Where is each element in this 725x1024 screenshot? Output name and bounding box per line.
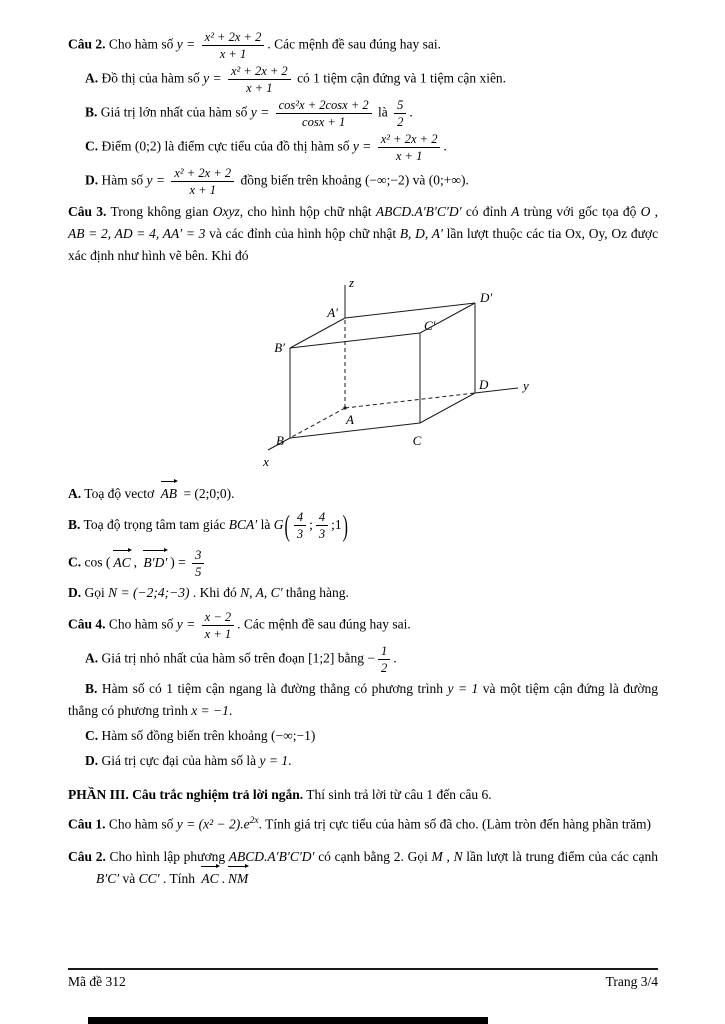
question-3-intro [68, 201, 658, 267]
math-run: y = [146, 172, 165, 188]
fraction [171, 166, 234, 197]
text-run: . Các mệnh đề sau đúng hay sai. [267, 36, 441, 52]
big-paren-close: ) [342, 511, 348, 543]
math-run: y = [352, 138, 372, 154]
question-3-option-c [68, 548, 658, 579]
text-run: . [409, 104, 413, 120]
vector-AC: AC [113, 552, 130, 574]
question-4-option-c [68, 725, 658, 747]
fraction [228, 64, 291, 95]
question-4-option-a [68, 644, 658, 675]
fraction [294, 510, 306, 541]
vector-AC: AC [201, 868, 218, 890]
axis-label-z: z [349, 275, 355, 290]
math-run: y = [203, 70, 222, 86]
math-run: B′C′ [96, 870, 120, 886]
page-content [68, 30, 658, 893]
math-run: (0;2) [134, 138, 162, 154]
vertex-label-a-prime: A′ [327, 305, 338, 320]
text-run: , [446, 848, 450, 864]
text-run: trùng với gốc tọa độ [523, 204, 637, 219]
fraction-numerator: x² + 2x + 2 [228, 64, 291, 80]
part-title: PHẦN III. Câu trắc nghiệm trả lời ngắn. [68, 787, 304, 802]
math-run: = (2;0;0). [183, 486, 235, 501]
question-2-option-c [68, 132, 658, 163]
math-run: A [511, 204, 520, 219]
text-run: lần lượt thuộc các tia [446, 226, 562, 241]
math-run: N = (−2;4;−3) [108, 585, 190, 600]
question-2-intro [68, 30, 658, 61]
text-run: Toạ độ trọng tâm tam giác [83, 517, 226, 532]
math-run: ) = [170, 554, 186, 570]
vector-B-prime-D-prime: B′D′ [143, 552, 167, 574]
fraction-numerator: cos²x + 2cosx + 2 [276, 98, 372, 114]
text-run: được xác định như hình vẽ bên. Khi đó [68, 226, 659, 263]
option-label: B. [85, 681, 98, 696]
text-run: Hàm số [101, 172, 144, 188]
math-run: N [453, 848, 463, 864]
edge-AD-hidden [345, 393, 475, 408]
text-run: và một tiệm cận đứng là đường thẳng có phương trình [68, 681, 659, 718]
vertex-label-b: B [276, 433, 284, 448]
origin-point [343, 406, 346, 409]
part-3-heading [68, 784, 658, 806]
text-run: Giá trị cực đại của hàm số là [101, 753, 257, 768]
math-run: O [640, 204, 651, 219]
text-run: . [228, 703, 233, 718]
figure-labels [262, 275, 529, 469]
text-run: Cho hàm số [108, 616, 174, 632]
math-run: y = 1 [259, 753, 289, 768]
text-run: Trong không gian [110, 204, 209, 219]
question-4-option-d [68, 750, 658, 772]
fraction-denominator: 5 [195, 565, 202, 579]
text-run: , [654, 204, 659, 219]
text-run: Cho hàm số [108, 36, 174, 52]
math-run: N, A, C′ [240, 585, 283, 600]
option-label: C. [85, 728, 99, 743]
text-run: có 1 tiệm cận đứng và 1 tiệm cận xiên. [297, 70, 507, 86]
text-run: và các đỉnh của hình hộp chữ nhật [209, 226, 397, 241]
question-label: Câu 1. [68, 816, 106, 832]
math-run: G [273, 517, 284, 532]
fraction [202, 610, 234, 641]
superscript-exponent: 2x [249, 816, 259, 826]
text-run: Gọi [84, 585, 105, 600]
math-run: − [367, 650, 375, 666]
vertex-label-d: D [479, 377, 489, 392]
text-run: Đồ thị của hàm số [101, 70, 200, 86]
axis-label-x: x [263, 454, 269, 469]
math-run: y = (x² − 2).e [176, 816, 250, 832]
math-run: ; [331, 517, 335, 532]
page-footer [68, 968, 658, 990]
fraction-numerator: 4 [294, 510, 306, 526]
box-figure [260, 273, 560, 473]
fraction-denominator: cosx + 1 [302, 115, 346, 129]
text-run: . Tính [163, 870, 196, 886]
option-label: B. [85, 104, 98, 120]
text-run: là [260, 517, 271, 532]
text-run: . [393, 650, 397, 666]
option-label: A. [85, 70, 99, 86]
vector-NM: NM [228, 868, 248, 890]
text-run: Điểm [101, 138, 132, 154]
text-run: Giá trị nhỏ nhất của hàm số trên đoạn [101, 650, 305, 666]
axis-label-y: y [523, 378, 529, 393]
option-label: A. [68, 486, 82, 501]
fraction-denominator: x + 1 [395, 149, 423, 163]
math-run: Oxyz [212, 204, 240, 219]
math-run: ; [309, 517, 313, 532]
question-3-option-d [68, 582, 658, 604]
option-label: C. [85, 138, 99, 154]
question-4-option-b [68, 678, 658, 722]
math-run: , [133, 554, 138, 570]
fraction-denominator: 2 [380, 661, 388, 675]
question-3-option-a [68, 483, 658, 505]
math-run: [1;2] [308, 650, 335, 666]
text-run: và [412, 172, 426, 188]
fraction-numerator: x² + 2x + 2 [202, 30, 265, 46]
text-run: . Các mệnh đề sau đúng hay sai. [237, 616, 411, 632]
math-run: (−∞;−1) [270, 728, 316, 743]
top-face-edges [290, 303, 475, 348]
vertex-label-d-prime: D′ [480, 290, 493, 305]
text-run: Cho hàm số [108, 816, 174, 832]
text-run: . [443, 138, 447, 154]
text-run: Hàm số có 1 tiệm cận ngang là đường thẳng có phương trình [101, 681, 444, 696]
math-run: (−∞;−2) [364, 172, 410, 188]
part-3-question-1 [68, 810, 658, 836]
text-run: là [378, 104, 388, 120]
figure-container [260, 273, 658, 477]
text-run: có đỉnh [465, 204, 507, 219]
math-run: . [221, 870, 226, 886]
question-2-option-a [68, 64, 658, 95]
fraction-numerator: 1 [378, 644, 390, 660]
fraction-denominator: x + 1 [204, 627, 232, 641]
question-4-intro [68, 610, 658, 641]
math-run: ABCD.A′B′C′D′ [228, 848, 315, 864]
text-run: và [122, 870, 136, 886]
fraction-denominator: x + 1 [246, 81, 273, 95]
vertex-label-c-prime: C′ [424, 318, 436, 333]
text-run: thẳng hàng. [285, 585, 349, 600]
part-3-question-2 [68, 846, 658, 890]
big-paren-open: ( [284, 511, 290, 543]
question-label: Câu 4. [68, 616, 106, 632]
fraction [378, 644, 390, 675]
math-run: y = 1 [447, 681, 479, 696]
text-run: . Tính giá trị cực tiểu của hàm số đã cho. (Làm tròn đến hàng phần trăm) [258, 816, 652, 832]
next-page-edge-bar [88, 1017, 488, 1024]
option-label: D. [85, 172, 99, 188]
text-run: Cho hình lập phương [109, 848, 226, 864]
text-run: có cạnh bằng 2. Gọi [318, 848, 428, 864]
math-run: Ox, Oy, Oz [565, 226, 628, 241]
math-run: BCA′ [228, 517, 258, 532]
vertex-label-a: A [346, 412, 354, 427]
fraction-denominator: 2 [397, 115, 404, 129]
math-run: B, D, A′ [399, 226, 443, 241]
fraction [394, 98, 406, 129]
math-run: y = [250, 104, 270, 120]
math-run: CC′ [138, 870, 160, 886]
fraction-denominator: 3 [318, 527, 326, 542]
math-run: (0;+∞). [428, 172, 469, 188]
fraction [276, 98, 372, 129]
edge-AB-hidden [290, 408, 345, 438]
fraction-denominator: x + 1 [189, 183, 216, 197]
text-run: lần lượt là trung điểm của các cạnh [466, 848, 659, 864]
fraction [316, 510, 328, 541]
question-3-option-b [68, 508, 658, 545]
text-run: đồng biến trên khoảng [240, 172, 362, 188]
math-run: ABCD.A′B′C′D′ [375, 204, 462, 219]
fraction [378, 132, 441, 163]
option-label: A. [85, 650, 99, 666]
text-run: . [288, 753, 292, 768]
vertex-label-c: C [412, 433, 422, 448]
exam-code: Mã đề 312 [68, 974, 126, 989]
fraction-numerator: 4 [316, 510, 328, 526]
math-run: M [431, 848, 443, 864]
text-run: Giá trị lớn nhất của hàm số [100, 104, 248, 120]
bottom-front-edges [290, 393, 475, 438]
question-label: Câu 2. [68, 848, 106, 864]
fraction-numerator: 3 [192, 548, 204, 564]
fraction-numerator: 5 [394, 98, 406, 114]
option-label: C. [68, 554, 82, 570]
math-run: 1 [334, 517, 342, 532]
fraction-denominator: 3 [296, 527, 304, 542]
vertex-label-b-prime: B′ [274, 340, 285, 355]
question-label: Câu 3. [68, 204, 107, 219]
box-edges [268, 285, 518, 450]
math-run: x = −1 [191, 703, 229, 718]
math-run: cos ( [84, 554, 111, 570]
text-run: Thí sinh trả lời từ câu 1 đến câu 6. [306, 787, 492, 802]
fraction-numerator: x² + 2x + 2 [171, 166, 234, 182]
math-run: AB = 2, AD = 4, AA′ = 3 [68, 226, 206, 241]
fraction [202, 30, 265, 61]
fraction-numerator: x − 2 [202, 610, 234, 626]
fraction [192, 548, 204, 579]
question-label: Câu 2. [68, 36, 106, 52]
option-label: D. [85, 753, 99, 768]
fraction-numerator: x² + 2x + 2 [378, 132, 441, 148]
option-label: D. [68, 585, 82, 600]
text-run: , cho hình hộp chữ nhật [239, 204, 372, 219]
text-run: bằng [337, 650, 364, 666]
vector-AB: AB [161, 483, 178, 505]
text-run: Hàm số đồng biến trên khoảng [101, 728, 268, 743]
math-run: y = [176, 36, 196, 52]
page-number: Trang 3/4 [605, 974, 658, 989]
fraction-denominator: x + 1 [219, 47, 247, 61]
text-run: . Khi đó [192, 585, 237, 600]
option-label: B. [68, 517, 81, 532]
question-2-option-d [68, 166, 658, 197]
math-run: y = [176, 616, 196, 632]
question-2-option-b [68, 98, 658, 129]
text-run: là điểm cực tiểu của đồ thị hàm số [164, 138, 350, 154]
text-run: Toạ độ vectơ [84, 486, 155, 501]
